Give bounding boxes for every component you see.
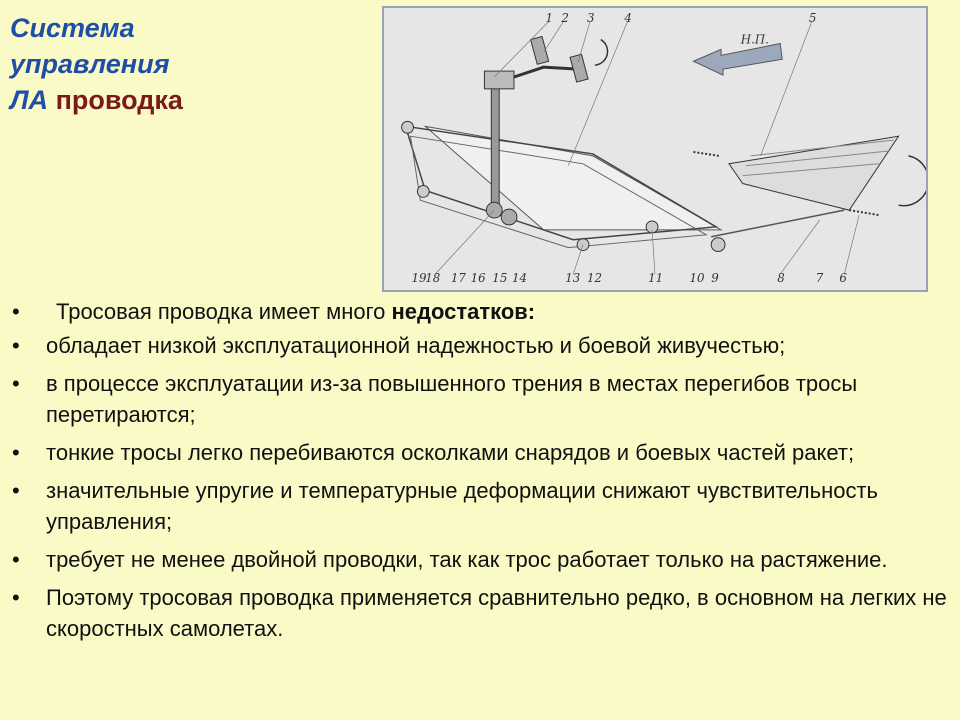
part-number: 15 [492,271,508,286]
leader-line [568,22,627,166]
bullet-item [10,296,950,327]
bullet-item [10,368,950,430]
cable-control-diagram [382,6,928,292]
part-number: 7 [815,271,824,286]
bullet-text: в процессе эксплуатации из-за повышенного трения в местах перегибов тросы перетираются; [46,371,858,427]
leader-line [578,22,590,62]
direction-arrow-icon [693,43,782,75]
bullet-item [10,475,950,537]
title-accent: проводка [55,85,183,115]
bullet-dot: • [12,371,20,396]
part-number: 8 [777,271,785,286]
control-stick [491,87,499,215]
leader-line [652,230,655,274]
title-line-3 [10,82,183,118]
part-number: 16 [470,271,486,286]
pulley-icon [711,238,725,252]
part-number: 17 [450,271,466,286]
floor-plate [425,126,721,230]
bullet-dot: • [12,478,20,503]
pulley-icon [577,239,589,251]
leader-line [435,210,494,274]
part-number: 10 [689,271,705,286]
part-number: 1 [545,10,554,25]
rotation-arrow-icon [595,40,608,66]
leader-line [844,215,859,274]
bullet-text: Тросовая проводка имеет много [56,299,392,324]
stick-handle [484,71,514,89]
bullet-dot: • [12,585,20,610]
bullet-item [10,437,950,468]
bullet-item [10,330,950,361]
bullet-item [10,544,950,575]
leader-line [573,245,583,275]
part-number: 3 [586,10,595,25]
bullet-text: тонкие тросы легко перебиваются осколками снарядов и боевых частей ракет; [46,440,855,465]
title-line-2: управления [10,49,170,79]
diagram-svg [384,8,926,290]
control-surface [729,136,899,210]
bullet-text: обладает низкой эксплуатационной надежностью и боевой живучестью; [46,333,786,358]
fixed-support-icon [849,210,879,215]
part-number: 2 [561,10,569,25]
part-number: 12 [586,271,603,286]
direction-label: Н.П. [740,32,769,47]
pulley-icon [402,121,414,133]
leader-line [780,220,819,274]
bullet-list [10,296,950,651]
fixed-support-icon [693,152,719,156]
bullet-bold-text: недостатков: [391,299,536,324]
part-number: 6 [839,271,847,286]
part-number: 19 [411,271,427,286]
part-number: 4 [624,10,632,25]
part-number: 14 [512,271,528,286]
bullet-dot: • [12,333,20,358]
pulley-icon [417,185,429,197]
part-number: 11 [648,271,664,286]
part-number: 13 [565,271,581,286]
pushrod [711,210,844,237]
bullet-dot: • [12,547,20,572]
slide-title [10,10,183,118]
bullet-text: требует не менее двойной проводки, так как трос работает только на растяжение. [46,547,888,572]
part-number: 9 [711,271,719,286]
bullet-text: значительные упругие и температурные деформации снижают чувствительность управления; [46,478,878,534]
title-line-1: Система [10,13,135,43]
sector-icon [501,209,517,225]
pedal-icon [531,36,549,64]
leader-line [544,22,564,53]
title-prefix: ЛА [10,85,56,115]
bullet-item [10,582,950,644]
rotation-arrow-icon [899,156,926,206]
part-number: 5 [808,10,817,25]
bullet-dot: • [12,299,20,324]
bullet-text: Поэтому тросовая проводка применяется сравнительно редко, в основном на легких не скоростных самолетах. [46,585,947,641]
part-number: 18 [425,271,441,286]
bullet-dot: • [12,440,20,465]
pedal-linkage [514,67,578,77]
